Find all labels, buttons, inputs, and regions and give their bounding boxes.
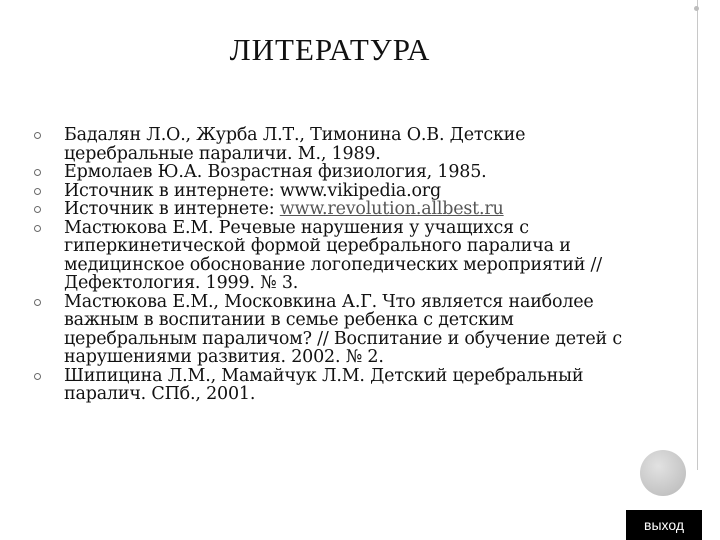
reference-text: Мастюкова Е.М., Московкина А.Г. Что является наиболее важным в воспитании в семье ребенка с детским церебральным параличом? // Воспитание и обучение детей с нарушениями развития. 2002. № 2.	[64, 291, 622, 367]
reference-prefix: Источник в интернете:	[64, 199, 280, 219]
list-item	[34, 367, 644, 404]
list-item	[34, 163, 644, 182]
list-item	[34, 182, 644, 201]
list-item	[34, 293, 644, 367]
exit-button[interactable]: выход	[626, 510, 702, 540]
list-item	[34, 126, 644, 163]
bullet-circle-icon	[34, 132, 41, 139]
decorative-line-cap	[694, 6, 699, 11]
list-item	[34, 219, 644, 293]
slide-title: ЛИТЕРАТУРА	[229, 32, 431, 67]
reference-text: Бадалян Л.О., Журба Л.Т., Тимонина О.В. Детские церебральные параличи. М., 1989.	[64, 125, 526, 164]
list-item	[34, 200, 644, 219]
reference-link[interactable]: www.revolution.allbest.ru	[279, 199, 504, 219]
bullet-circle-icon	[34, 206, 41, 213]
bullet-circle-icon	[34, 188, 41, 195]
reference-text: Мастюкова Е.М. Речевые нарушения у учащихся с гиперкинетической формой церебрального паралича и медицинское обоснование логопедических мероприятий // Дефектология. 1999. № 3.	[64, 217, 602, 293]
reference-text: Источник в интернете: www.vikipedia.org	[64, 180, 441, 201]
bullet-circle-icon	[34, 225, 41, 232]
reference-text: Шипицина Л.М., Мамайчук Л.М. Детский церебральный паралич. СПб., 2001.	[64, 365, 584, 404]
reference-list	[34, 126, 644, 404]
reference-text: Ермолаев Ю.А. Возрастная физиология, 1985.	[64, 162, 487, 182]
bullet-circle-icon	[34, 373, 41, 380]
decorative-vertical-line	[697, 0, 698, 470]
decorative-circle	[640, 450, 686, 496]
bullet-circle-icon	[34, 169, 41, 176]
bullet-circle-icon	[34, 299, 41, 306]
